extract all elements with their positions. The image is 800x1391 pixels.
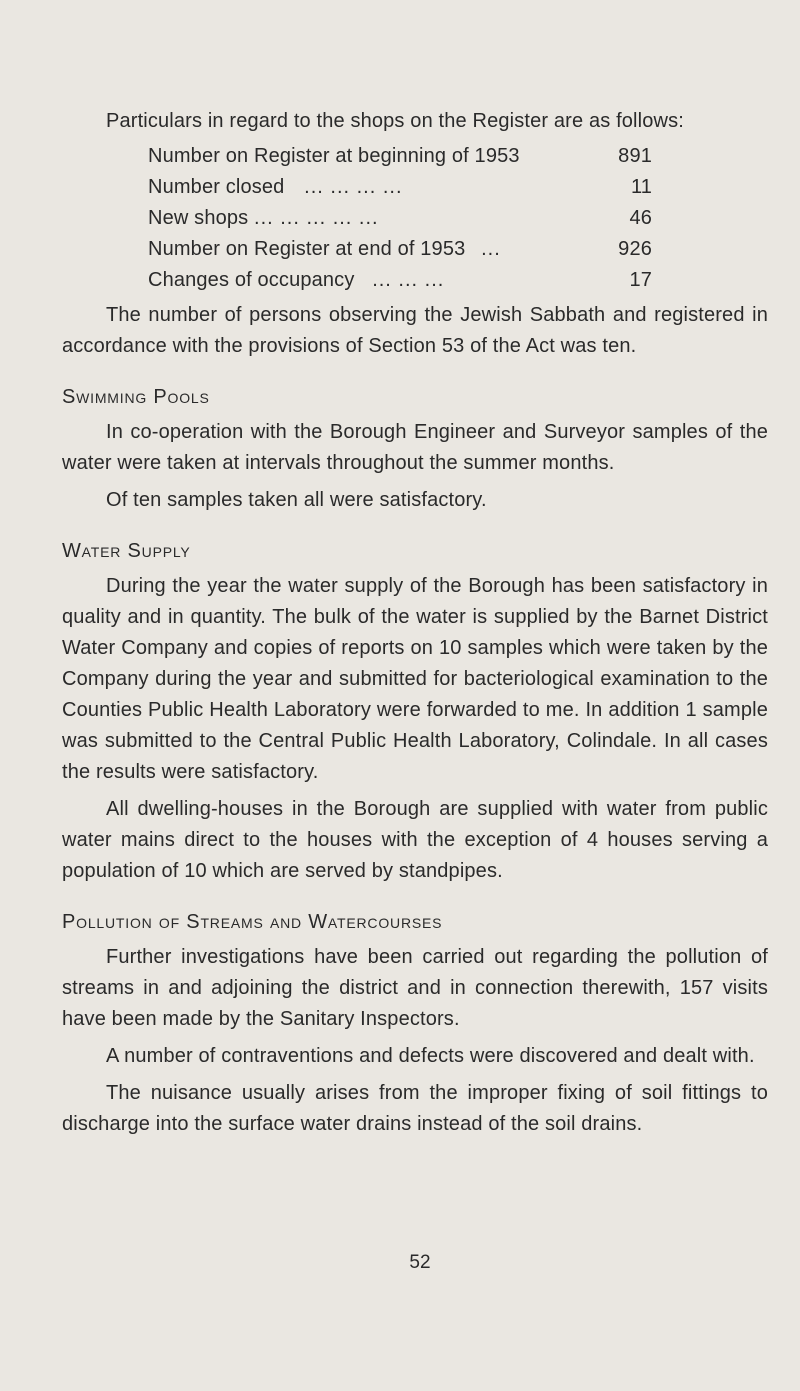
register-row-leader: ... ... ... ... <box>304 176 403 198</box>
register-row <box>148 172 768 203</box>
register-row-value: 11 <box>630 176 652 198</box>
pollution-paragraph: The nuisance usually arises from the improper fixing of soil fittings to discharge into the surface water drains instead of the soil drains. <box>62 1082 768 1135</box>
register-row <box>148 203 768 234</box>
register-row-label: Changes of occupancy <box>148 269 355 291</box>
swimming-paragraph: Of ten samples taken all were satisfactory. <box>106 489 487 511</box>
section-heading-pollution: Pollution of Streams and Watercourses <box>62 911 443 933</box>
register-row-label: Number on Register at end of 1953 <box>148 238 466 260</box>
register-row-value: 17 <box>629 269 652 291</box>
register-row <box>148 265 768 296</box>
document-body <box>62 106 768 1140</box>
register-row <box>148 234 768 265</box>
register-row-value: 926 <box>618 238 652 260</box>
register-row-value: 46 <box>629 207 652 229</box>
register-table <box>148 141 768 296</box>
section-heading-water-supply: Water Supply <box>62 540 191 562</box>
intro-paragraph: Particulars in regard to the shops on the Register are as follows: <box>106 110 684 132</box>
pollution-paragraph: A number of contraventions and defects were discovered and dealt with. <box>106 1045 755 1067</box>
register-row-label: New shops <box>148 207 249 229</box>
swimming-paragraph: In co-operation with the Borough Engineer and Surveyor samples of the water were taken at intervals throughout the summer months. <box>62 421 768 474</box>
register-row-value: 891 <box>618 145 652 167</box>
register-row <box>148 141 768 172</box>
water-paragraph: During the year the water supply of the Borough has been satisfactory in quality and in quantity. The bulk of the water is supplied by the Barnet District Water Company and copies of reports on 10 samples which were taken by the Company during the year and submitted for bacteriological examination to the Counties Public Health Laboratory were forwarded to me. In addition 1 sample was submitted to the Central Public Health Laboratory, Colindale. In all cases the results were satisfactory. <box>62 575 768 783</box>
register-row-label: Number closed <box>148 176 285 198</box>
page-number: 52 <box>409 1252 431 1273</box>
register-row-leader: ... <box>481 238 501 260</box>
register-row-label: Number on Register at beginning of 1953 <box>148 145 520 167</box>
section-heading-swimming-pools: Swimming Pools <box>62 386 210 408</box>
sabbath-paragraph: The number of persons observing the Jewish Sabbath and registered in accordance with the provisions of Section 53 of the Act was ten. <box>62 304 768 357</box>
register-row-leader: ... ... ... ... ... <box>254 207 379 229</box>
water-paragraph: All dwelling-houses in the Borough are supplied with water from public water mains direct to the houses with the exception of 4 houses serving a population of 10 which are served by standpipes. <box>62 798 768 882</box>
pollution-paragraph: Further investigations have been carried out regarding the pollution of streams in and adjoining the district and in connection therewith, 157 visits have been made by the Sanitary Inspectors. <box>62 946 768 1030</box>
register-row-leader: ... ... ... <box>372 269 445 291</box>
